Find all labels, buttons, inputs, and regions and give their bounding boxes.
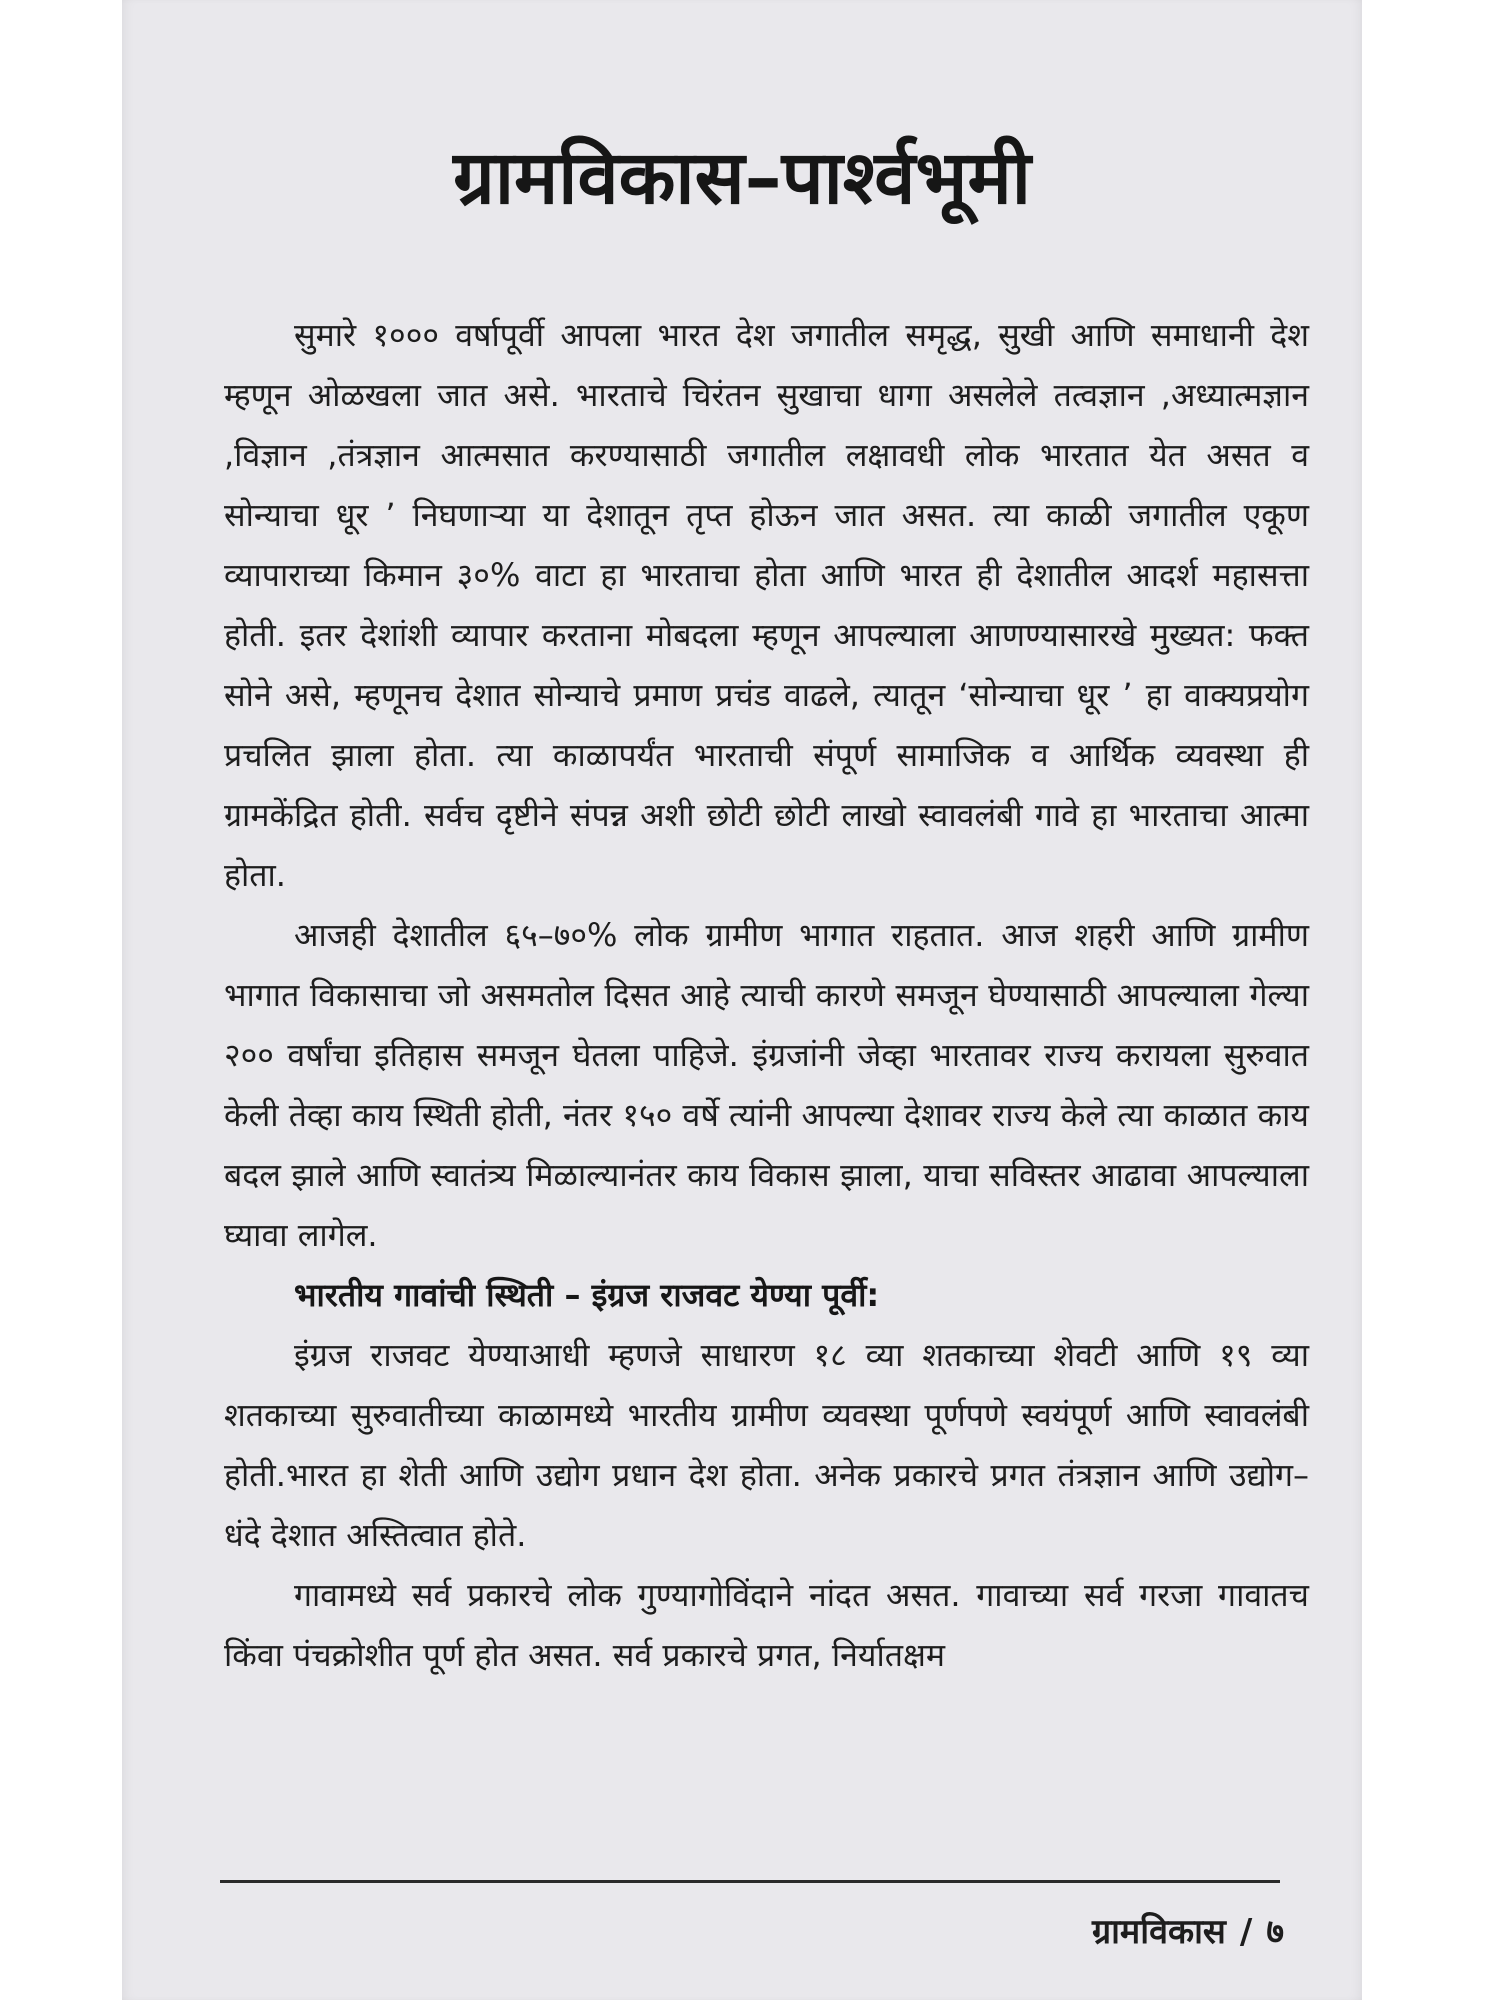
footer-book-title: ग्रामविकास [1091, 1912, 1226, 1952]
body-text [224, 305, 1309, 1685]
page-footer [1092, 1905, 1284, 1959]
paragraph: आजही देशातील ६५–७०% लोक ग्रामीण भागात राहतात. आज शहरी आणि ग्रामीण भागात विकासाचा जो असमतोल दिसत आहे त्याची कारणे समजून घेण्यासाठी आपल्याला गेल्या २०० वर्षांचा इतिहास समजून घेतला पाहिजे. इंग्रजांनी जेव्हा भारतावर राज्य करायला सुरुवात केली तेव्हा काय स्थिती होती, नंतर १५० वर्षे त्यांनी आपल्या देशावर राज्य केले त्या काळात काय बदल झाले आणि स्वातंत्र्य मिळाल्यानंतर काय विकास झाला, याचा सविस्तर आढावा आपल्याला घ्यावा लागेल. [224, 916, 1309, 1254]
section-heading: भारतीय गावांची स्थिती – इंग्रज राजवट येण्या पूर्वी: [294, 1276, 880, 1314]
page-title: ग्रामविकास–पार्श्वभूमी [453, 135, 1031, 221]
paragraph: इंग्रज राजवट येण्याआधी म्हणजे साधारण १८ व्या शतकाच्या शेवटी आणि १९ व्या शतकाच्या सुरुवातीच्या काळामध्ये भारतीय ग्रामीण व्यवस्था पूर्णपणे स्वयंपूर्ण आणि स्वावलंबी होती.भारत हा शेती आणि उद्योग प्रधान देश होता. अनेक प्रकारचे प्रगत तंत्रज्ञान आणि उद्योग–धंदे देशात अस्तित्वात होते. [224, 1336, 1309, 1554]
footer-rule [220, 1880, 1280, 1883]
footer-separator: / [1239, 1912, 1253, 1952]
paragraph: सुमारे १००० वर्षापूर्वी आपला भारत देश जगातील समृद्ध, सुखी आणि समाधानी देश म्हणून ओळखला जात असे. भारताचे चिरंतन सुखाचा धागा असलेले तत्वज्ञान ,अध्यात्मज्ञान ,विज्ञान ,तंत्रज्ञान आत्मसात करण्यासाठी जगातील लक्षावधी लोक भारतात येत असत व सोन्याचा धूर ’ निघणाऱ्या या देशातून तृप्त होऊन जात असत. त्या काळी जगातील एकूण व्यापाराच्या किमान ३०% वाटा हा भारताचा होता आणि भारत ही देशातील आदर्श महासत्ता होती. इतर देशांशी व्यापार करताना मोबदला म्हणून आपल्याला आणण्यासारखे मुख्यत: फक्त सोने असे, म्हणूनच देशात सोन्याचे प्रमाण प्रचंड वाढले, त्यातून ‘सोन्याचा धूर ’ हा वाक्यप्रयोग प्रचलित झाला होता. त्या काळापर्यंत भारताची संपूर्ण सामाजिक व आर्थिक व्यवस्था ही ग्रामकेंद्रित होती. सर्वच दृष्टीने संपन्न अशी छोटी छोटी लाखो स्वावलंबी गावे हा भारताचा आत्मा होता. [224, 316, 1309, 894]
page-number: ७ [1266, 1912, 1284, 1952]
book-page [122, 0, 1362, 2000]
paragraph: गावामध्ये सर्व प्रकारचे लोक गुण्यागोविंदाने नांदत असत. गावाच्या सर्व गरजा गावातच किंवा पंचक्रोशीत पूर्ण होत असत. सर्व प्रकारचे प्रगत, निर्यातक्षम [224, 1576, 1309, 1674]
